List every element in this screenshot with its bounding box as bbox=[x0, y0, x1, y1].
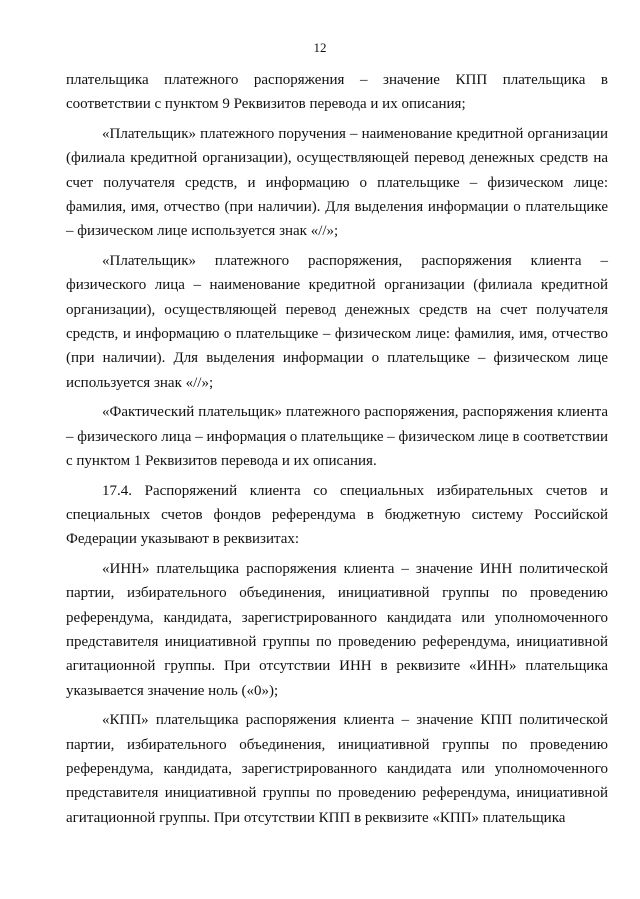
paragraph-inn: «ИНН» плательщика распоряжения клиента – значение ИНН политической партии, избирательного объединения, инициативной группы по проведению референдума, кандидата, зарегистрированного кандидата или уполномоченного представителя инициативной группы по проведению референдума, инициативной агитационной группы. При отсутствии ИНН в реквизите «ИНН» плательщика указывается значение ноль («0»); bbox=[66, 560, 608, 699]
page-number: 12 bbox=[313, 40, 327, 55]
document-body bbox=[66, 68, 608, 830]
paragraph-kpp-continuation: плательщика платежного распоряжения – значение КПП плательщика в соответствии с пунктом 9 Реквизитов перевода и их описания; bbox=[66, 72, 608, 113]
paragraph-17-4: 17.4. Распоряжений клиента со специальных избирательных счетов и специальных счетов фондов референдума в бюджетную систему Российской Федерации указывают в реквизитах: bbox=[66, 482, 608, 548]
paragraph-payer-client-order: «Плательщик» платежного распоряжения, распоряжения клиента – физического лица – наименование кредитной организации (филиала кредитной организации), осуществляющей перевод денежных средств на счет получателя средств, и информацию о плательщике – физическом лице: фамилия, имя, отчество (при наличии). Для выделения информации о плательщике – физическом лице используется знак «//»; bbox=[66, 252, 608, 391]
paragraph-actual-payer: «Фактический плательщик» платежного распоряжения, распоряжения клиента – физического лица – информация о плательщике – физическом лице в соответствии с пунктом 1 Реквизитов перевода и их описания. bbox=[66, 404, 608, 470]
paragraph-payer-payment-order: «Плательщик» платежного поручения – наименование кредитной организации (филиала кредитной организации), осуществляющей перевод денежных средств на счет получателя средств, и информацию о плательщике – физическом лице: фамилия, имя, отчество (при наличии). Для выделения информации о плательщике – физическом лице используется знак «//»; bbox=[66, 125, 608, 240]
paragraph-kpp: «КПП» плательщика распоряжения клиента – значение КПП политической партии, избирательного объединения, инициативной группы по проведению референдума, кандидата, зарегистрированного кандидата или уполномоченного представителя инициативной группы по проведению референдума, инициативной агитационной группы. При отсутствии КПП в реквизите «КПП» плательщика bbox=[66, 712, 608, 826]
